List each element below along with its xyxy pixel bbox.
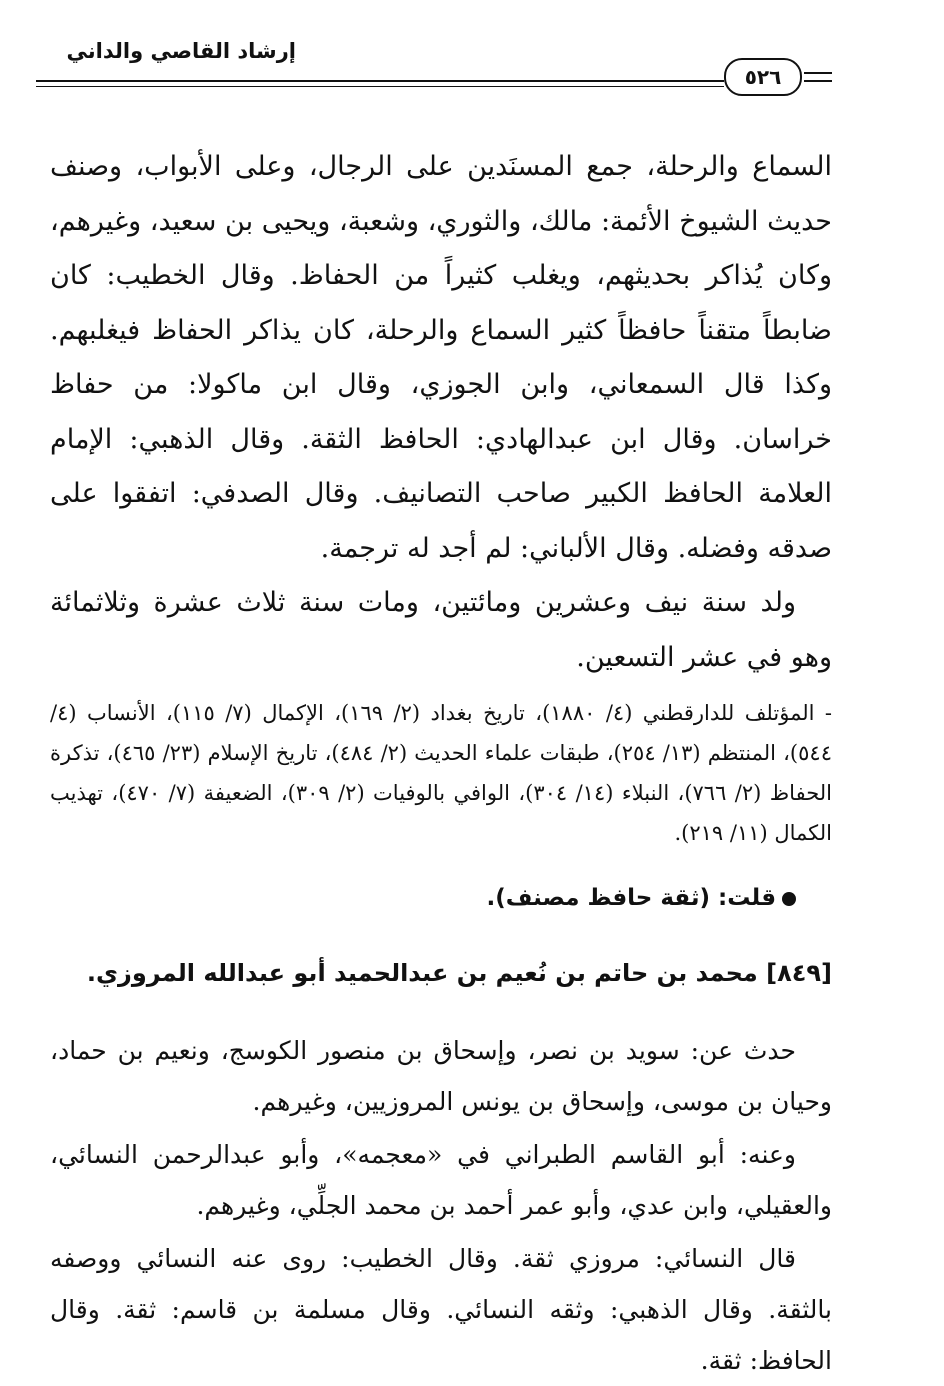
running-title: إرشاد القاصي والداني bbox=[66, 39, 296, 63]
sources-list: - المؤتلف للدارقطني (٤/ ١٨٨٠)، تاريخ بغداد (٢/ ١٦٩)، الإكمال (٧/ ١١٥)، الأنساب (٤/ ٥٤٤)، المنتظم (١٣/ ٢٥٤)، طبقات علماء الحديث (٢/ ٤٨٤)، تاريخ الإسلام (٢٣/ ٤٦٥)، تذكرة الحفاظ (٢/ ٧٦٦)، النبلاء (١٤/ ٣٠٤)، الوافي بالوفيات (٢/ ٣٠٩)، الضعيفة (٧/ ٤٧٠)، تهذيب الكمال (١١/ ٢١٩). bbox=[50, 701, 832, 845]
entry-heading: [٨٤٩] محمد بن حاتم بن نُعيم بن عبدالحميد أبو عبدالله المروزي. bbox=[86, 959, 832, 987]
critics-paragraph: قال النسائي: مروزي ثقة. وقال الخطيب: روى عنه النسائي ووصفه بالثقة. وقال الذهبي: وثقه النسائي. وقال مسلمة بن قاسم: ثقة. وقال الحافظ: ثقة. bbox=[50, 1244, 832, 1375]
header-ornament-line bbox=[804, 72, 832, 74]
page-body bbox=[50, 140, 832, 1386]
header-ornament-line-2 bbox=[804, 80, 832, 82]
verdict-text: قلت: (ثقة حافظ مصنف). bbox=[486, 885, 776, 911]
students-paragraph: وعنه: أبو القاسم الطبراني في «معجمه»، وأبو عبدالرحمن النسائي، والعقيلي، وابن عدي، وأبو عمر أحمد بن محمد الجلِّي، وغيرهم. bbox=[50, 1140, 832, 1220]
header-rule-thin bbox=[36, 86, 724, 87]
verdict-line bbox=[50, 874, 832, 922]
header-rule bbox=[36, 80, 724, 82]
page-number: ٥٢٦ bbox=[724, 58, 802, 96]
birth-death-paragraph: ولد سنة نيف وعشرين ومائتين، ومات سنة ثلاث عشرة وثلاثمائة وهو في عشر التسعين. bbox=[50, 587, 832, 673]
teachers-paragraph: حدث عن: سويد بن نصر، وإسحاق بن منصور الكوسج، ونعيم بن حماد، وحيان بن موسى، وإسحاق بن يونس المروزيين، وغيرهم. bbox=[50, 1036, 832, 1116]
bullet-icon bbox=[782, 892, 796, 906]
biography-paragraph: السماع والرحلة، جمع المسنَدين على الرجال، وعلى الأبواب، وصنف حديث الشيوخ الأئمة: مالك، والثوري، وشعبة، ويحيى بن سعيد، وغيرهم، وكان يُذاكر بحديثهم، ويغلب كثيراً من الحفاظ. وقال الخطيب: كان ضابطاً متقناً حافظاً كثير السماع والرحلة، كان يذاكر الحفاظ فيغلبهم. وكذا قال السمعاني، وابن الجوزي، وقال ابن ماكولا: من حفاظ خراسان. وقال ابن عبدالهادي: الحافظ الثقة. وقال الذهبي: الإمام العلامة الحافظ الكبير صاحب التصانيف. وقال الصدفي: اتفقوا على صدقه وفضله. وقال الألباني: لم أجد له ترجمة. bbox=[50, 151, 832, 564]
